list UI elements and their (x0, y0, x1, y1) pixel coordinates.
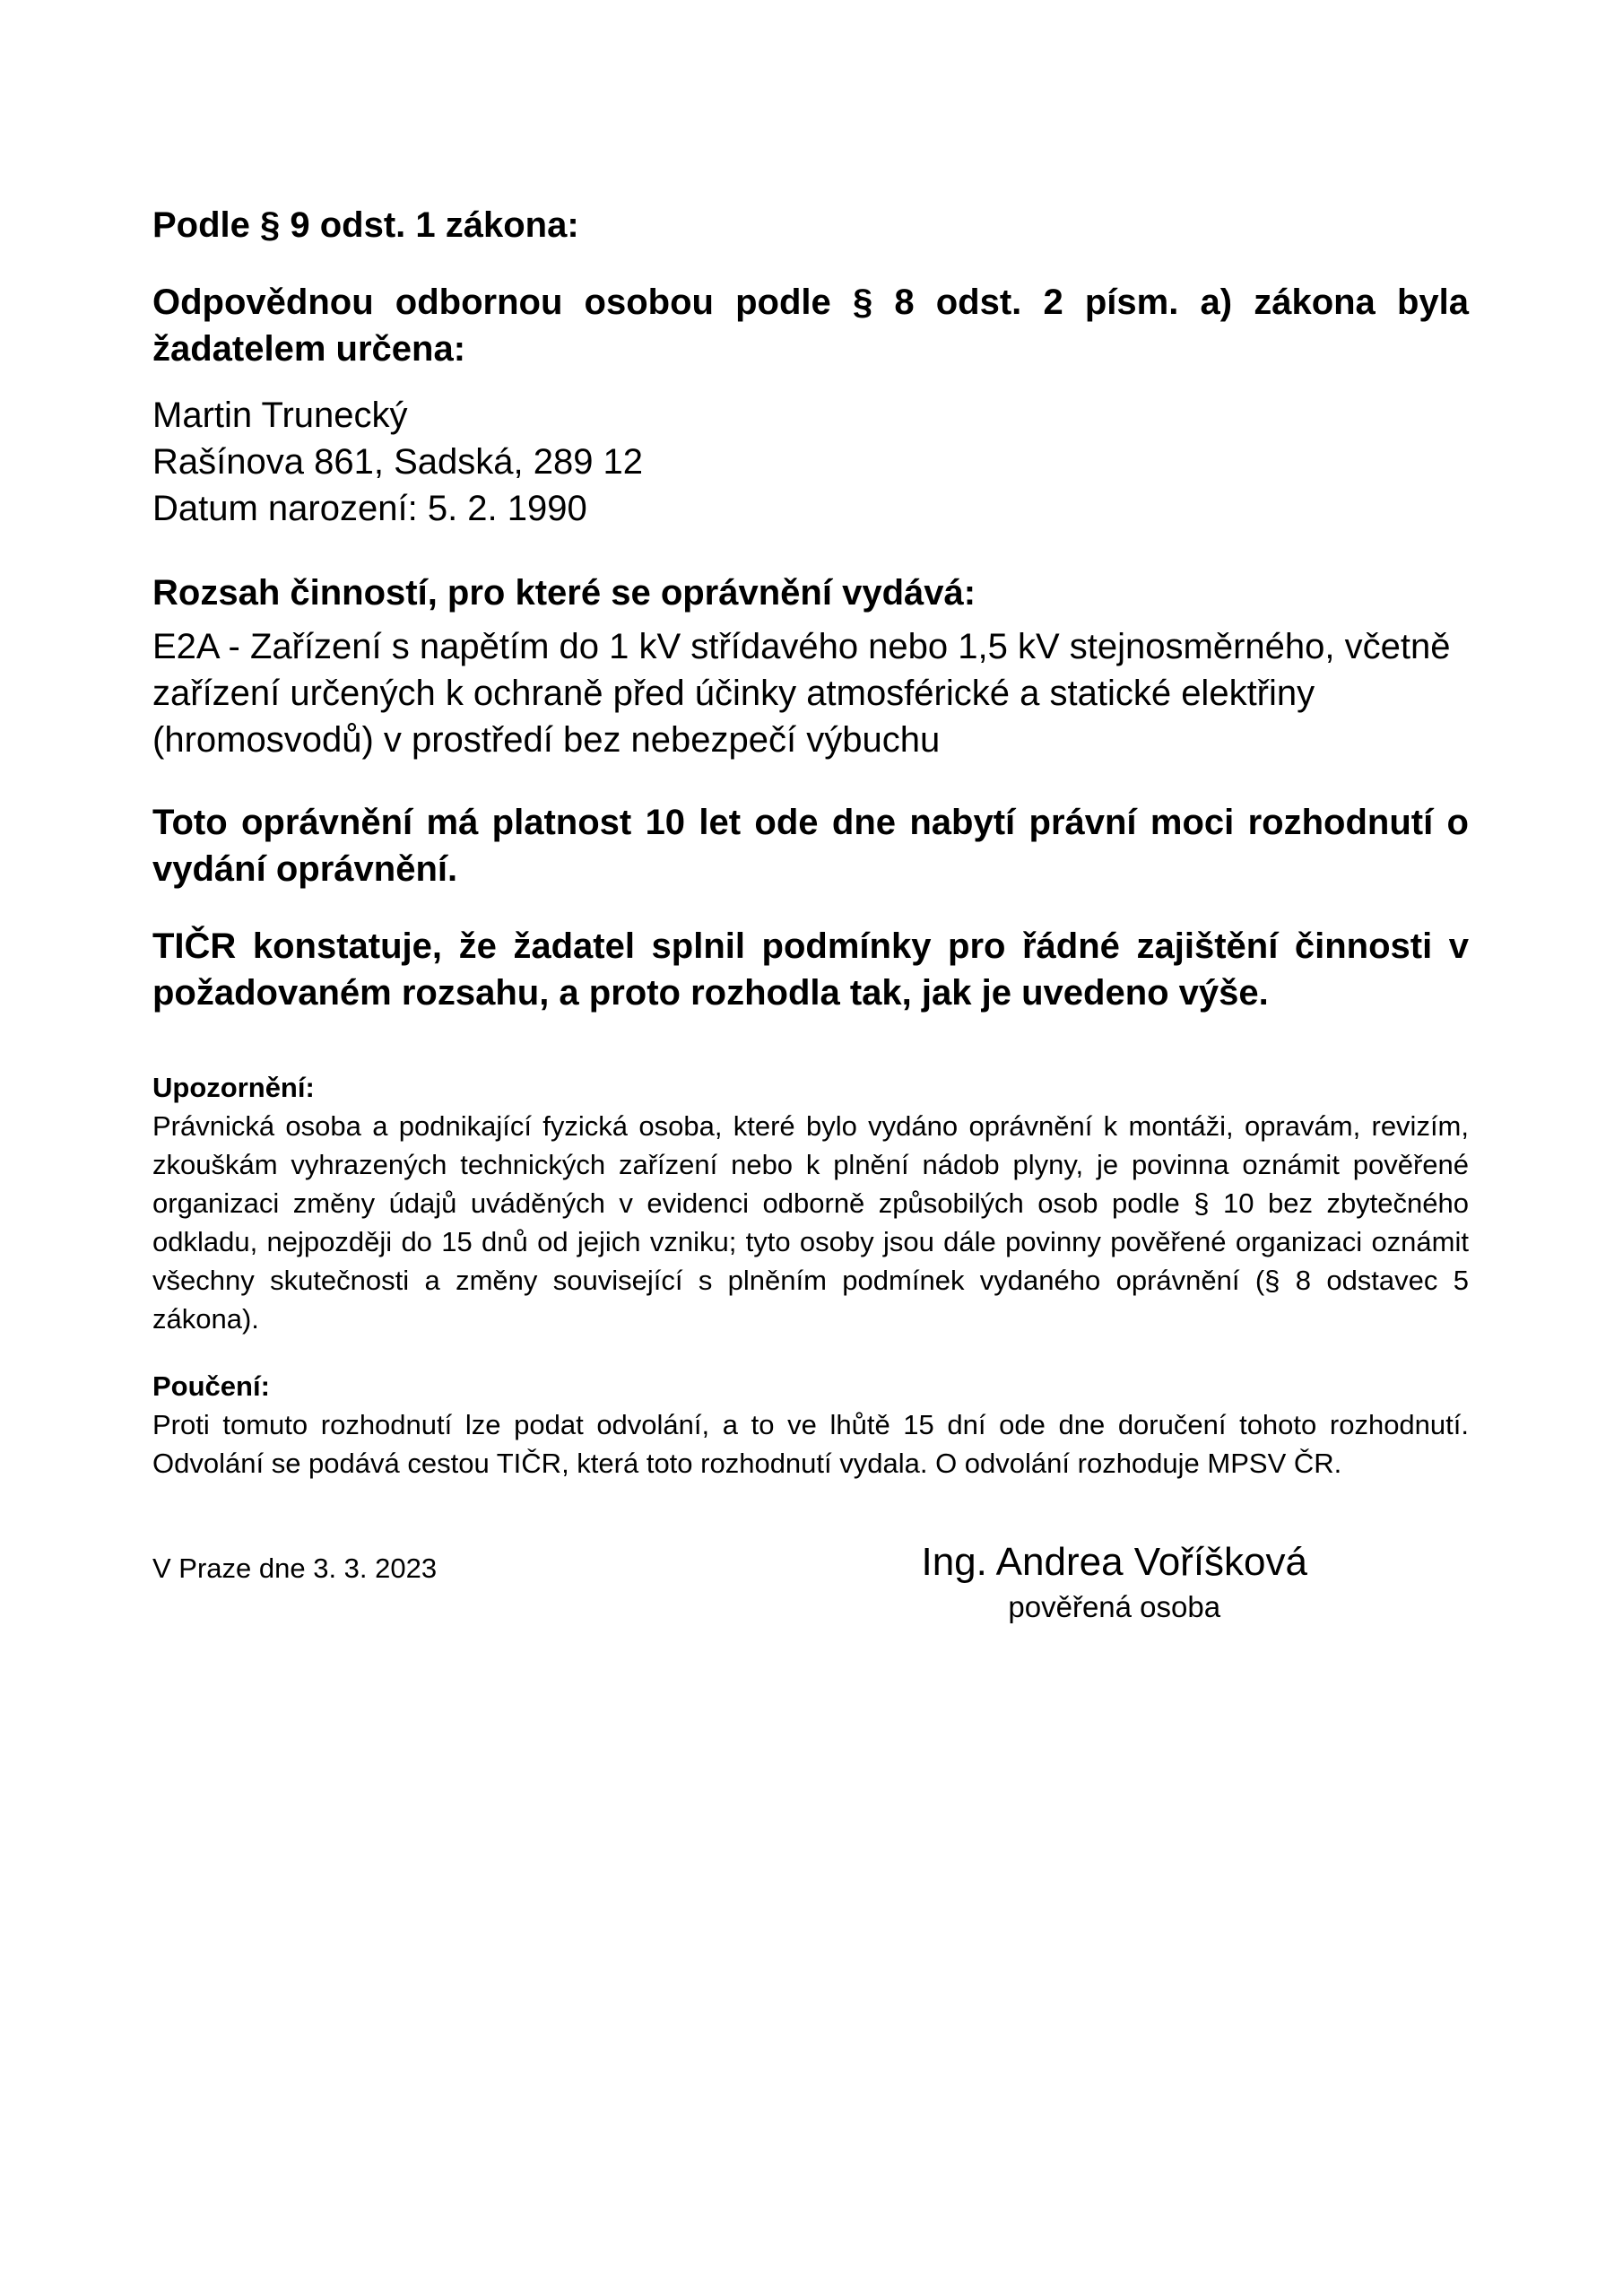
scope-heading: Rozsah činností, pro které se oprávnění vydává: (152, 573, 976, 613)
place-and-date: V Praze dne 3. 3. 2023 (152, 1552, 438, 1584)
notice-paragraph: Právnická osoba a podnikající fyzická osoba, které bylo vydáno oprávnění k montáži, opravám, revizím, zkouškám vyhrazených technických zařízení nebo k plnění nádob plyny, je povinna oznámit pověřené organizaci změny údajů uváděných v evidenci odborně způsobilých osob podle § 10 bez zbytečného odkladu, nejpozději do 15 dnů od jejich vzniku; tyto osoby jsou dále povinny pověřené organizaci oznámit všechny skutečnosti a změny související s plněním podmínek vydaného oprávnění (§ 8 odstavec 5 zákona). (152, 1110, 1469, 1335)
scope-paragraph: E2A - Zařízení s napětím do 1 kV střídavého nebo 1,5 kV stejnosměrného, včetně zařízení určených k ochraně před účinky atmosférické a statické elektřiny (hromosvodů) v prostředí bez nebezpečí výbuchu (152, 627, 1451, 760)
signature-block (921, 1538, 1307, 1628)
responsible-person-intro: Odpovědnou odbornou osobou podle § 8 odst. 2 písm. a) zákona byla žadatelem určena: (152, 283, 1469, 369)
signer-role: pověřená osoba (1008, 1590, 1221, 1623)
statement-paragraph: TIČR konstatuje, že žadatel splnil podmínky pro řádné zajištění činnosti v požadovaném rozsahu, a proto rozhodla tak, jak je uvedeno výše. (152, 926, 1469, 1013)
notice-heading: Upozornění: (152, 1072, 315, 1103)
signer-name: Ing. Andrea Voříšková (921, 1540, 1307, 1584)
validity-paragraph: Toto oprávnění má platnost 10 let ode dne nabytí právní moci rozhodnutí o vydání oprávnění. (152, 803, 1469, 889)
footer-row (152, 1538, 1469, 1628)
person-address: Rašínova 861, Sadská, 289 12 (152, 442, 644, 482)
person-birth-date: Datum narození: 5. 2. 1990 (152, 489, 587, 528)
person-name: Martin Trunecký (152, 396, 408, 435)
advice-heading: Poučení: (152, 1370, 270, 1402)
advice-paragraph: Proti tomuto rozhodnutí lze podat odvolání, a to ve lhůtě 15 dní ode dne doručení tohoto rozhodnutí. Odvolání se podává cestou TIČR, která toto rozhodnutí vydala. O odvolání rozhoduje MPSV ČR. (152, 1409, 1469, 1479)
law-section-heading: Podle § 9 odst. 1 zákona: (152, 205, 579, 245)
person-block (152, 392, 1469, 532)
